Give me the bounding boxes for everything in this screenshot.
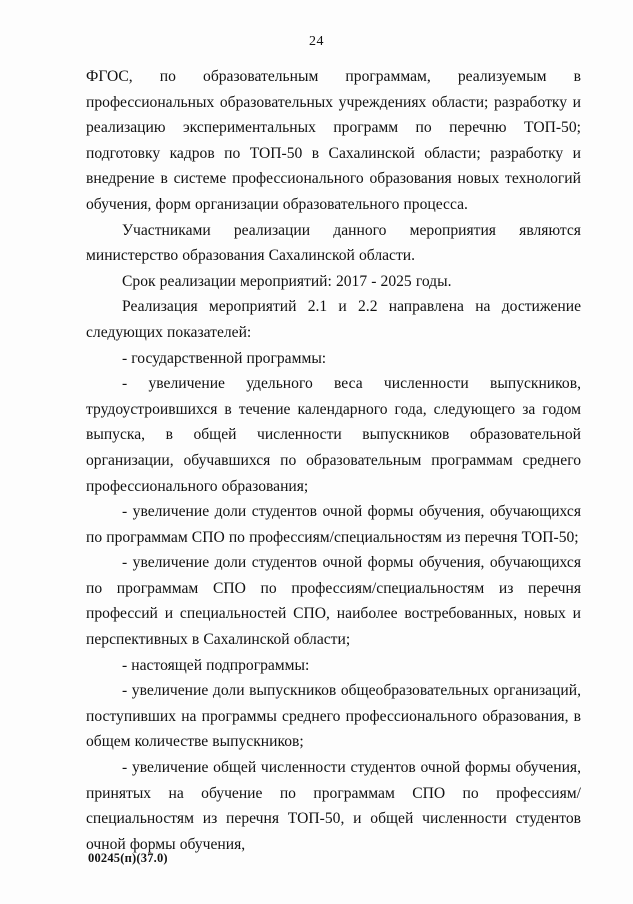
document-code: 00245(п)(37.0) xyxy=(88,851,168,865)
page-number: 24 xyxy=(309,34,324,49)
paragraph-11: - увеличение общей численности студентов очной формы обучения, принятых на обучение по программам СПО по профессиям/специальностям из перечня ТОП-50, и общей численности студентов очной формы обучения, xyxy=(86,759,581,853)
body-text xyxy=(86,64,581,857)
paragraph-3: Срок реализации мероприятий: 2017 - 2025 годы. xyxy=(122,272,452,290)
paragraph-1: ФГОС, по образовательным программам, реализуемым в профессиональных образовательных учреждениях области; разработку и реализацию экспериментальных программ по перечню ТОП-50; подготовку кадров по ТОП-50 в Сахалинской области; разработку и внедрение в системе профессионального образования новых технологий обучения, форм организации образовательного процесса. xyxy=(86,68,581,213)
paragraph-7: - увеличение доли студентов очной формы обучения, обучающихся по программам СПО по профессиям/специальностям из перечня ТОП-50; xyxy=(86,503,581,546)
paragraph-9: - настоящей подпрограммы: xyxy=(122,656,310,674)
paragraph-6: - увеличение удельного веса численности выпускников, трудоустроившихся в течение календарного года, следующего за годом выпуска, в общей численности выпускников образовательной организации, обучавшихся по образовательным программам среднего профессионального образования; xyxy=(86,375,581,495)
paragraph-4: Реализация мероприятий 2.1 и 2.2 направлена на достижение следующих показателей: xyxy=(86,298,581,341)
paragraph-2: Участниками реализации данного мероприятия являются министерство образования Сахалинской области. xyxy=(86,221,581,265)
paragraph-5: - государственной программы: xyxy=(122,349,327,367)
paragraph-8: - увеличение доли студентов очной формы обучения, обучающихся по программам СПО по профессиям/специальностям из перечня профессий и специальностей СПО, наиболее востребованных, новых и перспективных в Сахалинской области; xyxy=(86,554,581,649)
paragraph-10: - увеличение доли выпускников общеобразовательных организаций, поступивших на программы среднего профессионального образования, в общем количестве выпускников; xyxy=(86,682,581,751)
